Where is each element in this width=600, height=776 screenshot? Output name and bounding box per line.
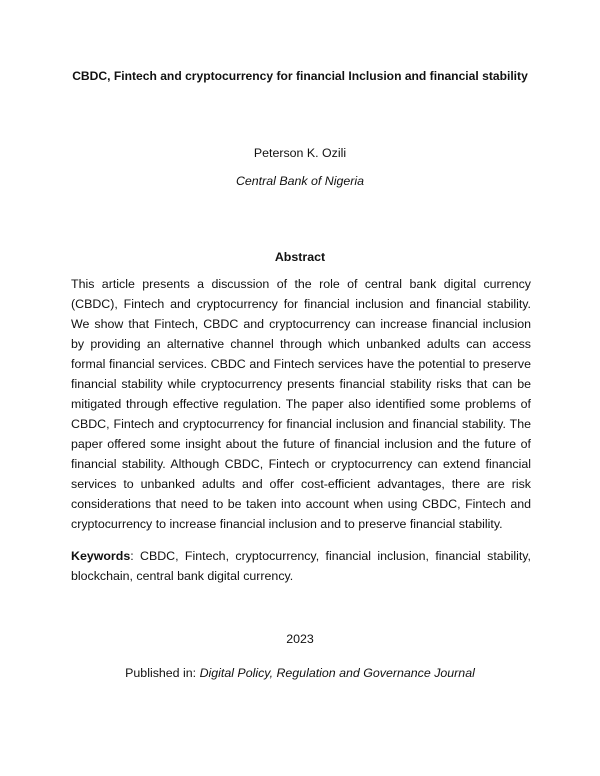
keywords-text: : CBDC, Fintech, cryptocurrency, financial inclusion, financial stability, blockchain, central bank digital currency. bbox=[71, 549, 531, 583]
abstract-heading: Abstract bbox=[274, 250, 326, 264]
author-affiliation: Central Bank of Nigeria bbox=[235, 174, 365, 188]
publication-year: 2023 bbox=[286, 632, 314, 646]
published-label: Published in: bbox=[125, 666, 200, 680]
keywords bbox=[71, 546, 531, 586]
paper-title: CBDC, Fintech and cryptocurrency for financial Inclusion and financial stability bbox=[72, 69, 528, 83]
abstract-text: This article presents a discussion of the role of central bank digital currency (CBDC), Fintech and cryptocurrency for financial inclusion and financial stability. We show that Fintech, CBDC and cryptocurrency can increase financial inclusion by providing an alternative channel through which unbanked adults can access formal financial services. CBDC and Fintech services have the potential to preserve financial stability while cryptocurrency presents financial stability risks that can be mitigated through effective regulation. The paper also identified some problems of CBDC, Fintech and cryptocurrency for financial inclusion and financial stability. The paper offered some insight about the future of financial inclusion and the future of financial stability. Although CBDC, Fintech or cryptocurrency can extend financial services to unbanked adults and offer cost-efficient advantages, there are risk considerations that need to be taken into account when using CBDC, Fintech and cryptocurrency to increase financial inclusion and to preserve financial stability. bbox=[71, 277, 531, 531]
publication-info bbox=[0, 666, 600, 680]
journal-name: Digital Policy, Regulation and Governance Journal bbox=[199, 666, 475, 680]
keywords-label: Keywords bbox=[71, 549, 131, 563]
author-name: Peterson K. Ozili bbox=[253, 146, 347, 160]
